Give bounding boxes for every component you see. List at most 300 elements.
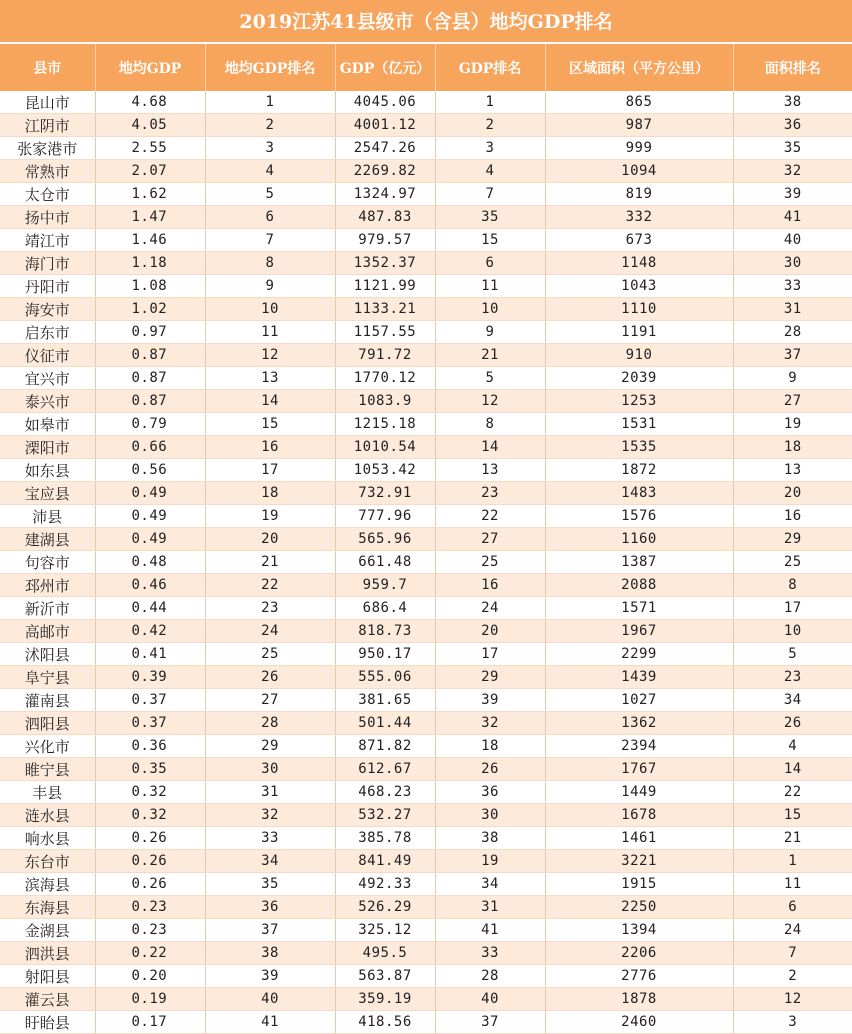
gdp-rank-cell: 5 [435,367,545,390]
gdp-density-rank-cell: 4 [205,160,335,183]
county-name-cell: 盱眙县 [0,1011,95,1034]
area-value-cell: 1571 [545,597,733,620]
gdp-rank-cell: 20 [435,620,545,643]
county-name-cell: 丹阳市 [0,275,95,298]
gdp-density-rank-cell: 14 [205,390,335,413]
gdp-density-cell: 0.97 [95,321,205,344]
gdp-density-cell: 4.05 [95,114,205,137]
table-row [0,574,852,597]
gdp-rank-cell: 7 [435,183,545,206]
gdp-value-cell: 495.5 [335,942,435,965]
area-rank-cell: 4 [733,735,852,758]
table-row [0,597,852,620]
gdp-density-cell: 0.87 [95,390,205,413]
area-rank-cell: 14 [733,758,852,781]
col-header-gdp: GDP（亿元） [335,44,435,91]
table-row [0,735,852,758]
gdp-rank-cell: 26 [435,758,545,781]
table-row [0,528,852,551]
area-rank-cell: 24 [733,919,852,942]
area-rank-cell: 2 [733,965,852,988]
gdp-density-rank-cell: 29 [205,735,335,758]
county-name-cell: 宝应县 [0,482,95,505]
area-value-cell: 1191 [545,321,733,344]
county-name-cell: 泰兴市 [0,390,95,413]
gdp-rank-cell: 9 [435,321,545,344]
table-row [0,367,852,390]
gdp-rank-cell: 16 [435,574,545,597]
county-name-cell: 句容市 [0,551,95,574]
area-rank-cell: 5 [733,643,852,666]
area-value-cell: 1160 [545,528,733,551]
gdp-density-rank-cell: 15 [205,413,335,436]
col-header-area-rank: 面积排名 [733,44,852,91]
area-rank-cell: 1 [733,850,852,873]
table-row [0,183,852,206]
county-name-cell: 兴化市 [0,735,95,758]
table-row [0,850,852,873]
gdp-density-rank-cell: 18 [205,482,335,505]
area-rank-cell: 34 [733,689,852,712]
county-name-cell: 高邮市 [0,620,95,643]
gdp-density-cell: 0.87 [95,367,205,390]
gdp-rank-cell: 34 [435,873,545,896]
area-rank-cell: 15 [733,804,852,827]
table-row [0,551,852,574]
gdp-rank-cell: 1 [435,91,545,114]
area-value-cell: 987 [545,114,733,137]
gdp-density-cell: 0.42 [95,620,205,643]
area-rank-cell: 30 [733,252,852,275]
county-name-cell: 新沂市 [0,597,95,620]
gdp-rank-cell: 27 [435,528,545,551]
gdp-value-cell: 686.4 [335,597,435,620]
gdp-value-cell: 1324.97 [335,183,435,206]
table-row [0,873,852,896]
county-name-cell: 射阳县 [0,965,95,988]
gdp-density-cell: 0.49 [95,528,205,551]
gdp-density-cell: 0.19 [95,988,205,1011]
area-rank-cell: 40 [733,229,852,252]
county-name-cell: 海安市 [0,298,95,321]
gdp-density-cell: 2.55 [95,137,205,160]
area-rank-cell: 3 [733,1011,852,1034]
county-name-cell: 张家港市 [0,137,95,160]
gdp-density-cell: 0.87 [95,344,205,367]
header-row [0,44,852,91]
county-name-cell: 仪征市 [0,344,95,367]
county-name-cell: 溧阳市 [0,436,95,459]
gdp-density-cell: 0.17 [95,1011,205,1034]
gdp-value-cell: 1157.55 [335,321,435,344]
gdp-density-cell: 1.47 [95,206,205,229]
area-value-cell: 1449 [545,781,733,804]
gdp-value-cell: 325.12 [335,919,435,942]
page-title: 2019江苏41县级市（含县）地均GDP排名 [0,0,852,44]
gdp-density-cell: 0.37 [95,712,205,735]
area-value-cell: 2206 [545,942,733,965]
table-row [0,206,852,229]
gdp-value-cell: 1053.42 [335,459,435,482]
gdp-rank-cell: 41 [435,919,545,942]
gdp-density-cell: 0.37 [95,689,205,712]
area-value-cell: 332 [545,206,733,229]
gdp-density-rank-cell: 12 [205,344,335,367]
area-value-cell: 819 [545,183,733,206]
gdp-density-cell: 0.44 [95,597,205,620]
gdp-value-cell: 565.96 [335,528,435,551]
county-name-cell: 启东市 [0,321,95,344]
area-rank-cell: 12 [733,988,852,1011]
county-name-cell: 扬中市 [0,206,95,229]
table-body [0,91,852,1034]
table-row [0,804,852,827]
col-header-gdp-density: 地均GDP [95,44,205,91]
gdp-value-cell: 526.29 [335,896,435,919]
area-value-cell: 3221 [545,850,733,873]
table-row [0,505,852,528]
gdp-value-cell: 4001.12 [335,114,435,137]
county-name-cell: 东海县 [0,896,95,919]
gdp-value-cell: 1215.18 [335,413,435,436]
table-row [0,781,852,804]
gdp-density-cell: 0.32 [95,804,205,827]
gdp-rank-cell: 2 [435,114,545,137]
area-rank-cell: 19 [733,413,852,436]
county-name-cell: 常熟市 [0,160,95,183]
table-row [0,459,852,482]
area-value-cell: 1576 [545,505,733,528]
area-rank-cell: 33 [733,275,852,298]
county-name-cell: 响水县 [0,827,95,850]
area-value-cell: 865 [545,91,733,114]
area-value-cell: 1531 [545,413,733,436]
gdp-value-cell: 2269.82 [335,160,435,183]
ranking-table [0,44,852,1034]
gdp-value-cell: 492.33 [335,873,435,896]
gdp-density-rank-cell: 13 [205,367,335,390]
gdp-density-cell: 2.07 [95,160,205,183]
gdp-value-cell: 563.87 [335,965,435,988]
area-value-cell: 1394 [545,919,733,942]
county-name-cell: 灌云县 [0,988,95,1011]
gdp-density-rank-cell: 28 [205,712,335,735]
gdp-density-rank-cell: 36 [205,896,335,919]
county-name-cell: 如东县 [0,459,95,482]
gdp-density-cell: 4.68 [95,91,205,114]
area-value-cell: 2299 [545,643,733,666]
area-value-cell: 1439 [545,666,733,689]
gdp-density-cell: 0.66 [95,436,205,459]
gdp-density-rank-cell: 20 [205,528,335,551]
county-name-cell: 宜兴市 [0,367,95,390]
gdp-density-rank-cell: 32 [205,804,335,827]
area-value-cell: 673 [545,229,733,252]
area-rank-cell: 7 [733,942,852,965]
table-row [0,390,852,413]
gdp-value-cell: 1010.54 [335,436,435,459]
county-name-cell: 建湖县 [0,528,95,551]
gdp-value-cell: 2547.26 [335,137,435,160]
gdp-density-cell: 0.36 [95,735,205,758]
table-row [0,942,852,965]
table-row [0,919,852,942]
area-rank-cell: 41 [733,206,852,229]
gdp-density-rank-cell: 40 [205,988,335,1011]
area-value-cell: 1967 [545,620,733,643]
gdp-density-rank-cell: 38 [205,942,335,965]
area-value-cell: 2776 [545,965,733,988]
area-value-cell: 2394 [545,735,733,758]
area-value-cell: 999 [545,137,733,160]
gdp-value-cell: 1083.9 [335,390,435,413]
area-rank-cell: 25 [733,551,852,574]
area-rank-cell: 36 [733,114,852,137]
gdp-value-cell: 555.06 [335,666,435,689]
gdp-value-cell: 1770.12 [335,367,435,390]
gdp-rank-cell: 4 [435,160,545,183]
gdp-density-rank-cell: 41 [205,1011,335,1034]
gdp-rank-cell: 11 [435,275,545,298]
county-name-cell: 海门市 [0,252,95,275]
area-rank-cell: 6 [733,896,852,919]
gdp-rank-cell: 23 [435,482,545,505]
gdp-density-cell: 0.79 [95,413,205,436]
gdp-rank-cell: 13 [435,459,545,482]
gdp-density-cell: 0.26 [95,827,205,850]
area-rank-cell: 10 [733,620,852,643]
county-name-cell: 太仓市 [0,183,95,206]
gdp-value-cell: 385.78 [335,827,435,850]
table-row [0,827,852,850]
area-rank-cell: 17 [733,597,852,620]
gdp-rank-cell: 14 [435,436,545,459]
table-row [0,988,852,1011]
gdp-density-rank-cell: 35 [205,873,335,896]
area-value-cell: 1148 [545,252,733,275]
gdp-density-rank-cell: 30 [205,758,335,781]
gdp-density-rank-cell: 3 [205,137,335,160]
gdp-value-cell: 950.17 [335,643,435,666]
gdp-value-cell: 732.91 [335,482,435,505]
gdp-rank-cell: 18 [435,735,545,758]
table-row [0,643,852,666]
county-name-cell: 东台市 [0,850,95,873]
gdp-value-cell: 841.49 [335,850,435,873]
gdp-value-cell: 612.67 [335,758,435,781]
gdp-rank-cell: 15 [435,229,545,252]
gdp-value-cell: 777.96 [335,505,435,528]
table-row [0,344,852,367]
area-rank-cell: 9 [733,367,852,390]
gdp-density-cell: 0.49 [95,505,205,528]
col-header-area: 区域面积（平方公里） [545,44,733,91]
table-row [0,620,852,643]
gdp-density-cell: 1.02 [95,298,205,321]
gdp-density-cell: 0.35 [95,758,205,781]
gdp-density-rank-cell: 22 [205,574,335,597]
county-name-cell: 睢宁县 [0,758,95,781]
table-row [0,160,852,183]
gdp-value-cell: 418.56 [335,1011,435,1034]
area-value-cell: 910 [545,344,733,367]
gdp-value-cell: 501.44 [335,712,435,735]
area-rank-cell: 27 [733,390,852,413]
table-row [0,666,852,689]
gdp-value-cell: 871.82 [335,735,435,758]
gdp-density-cell: 1.62 [95,183,205,206]
area-rank-cell: 22 [733,781,852,804]
area-value-cell: 1362 [545,712,733,735]
area-value-cell: 1678 [545,804,733,827]
gdp-rank-cell: 17 [435,643,545,666]
gdp-value-cell: 791.72 [335,344,435,367]
gdp-density-cell: 0.23 [95,919,205,942]
gdp-density-rank-cell: 37 [205,919,335,942]
gdp-density-rank-cell: 16 [205,436,335,459]
area-value-cell: 1027 [545,689,733,712]
area-rank-cell: 29 [733,528,852,551]
gdp-rank-cell: 12 [435,390,545,413]
table-row [0,91,852,114]
gdp-density-cell: 0.23 [95,896,205,919]
table-row [0,275,852,298]
county-name-cell: 江阴市 [0,114,95,137]
table-row [0,137,852,160]
area-value-cell: 1387 [545,551,733,574]
gdp-density-rank-cell: 31 [205,781,335,804]
gdp-rank-cell: 6 [435,252,545,275]
gdp-value-cell: 1121.99 [335,275,435,298]
table-row [0,689,852,712]
area-rank-cell: 28 [733,321,852,344]
gdp-value-cell: 487.83 [335,206,435,229]
gdp-value-cell: 979.57 [335,229,435,252]
gdp-density-rank-cell: 27 [205,689,335,712]
area-value-cell: 1535 [545,436,733,459]
col-header-county: 县市 [0,44,95,91]
table-row [0,436,852,459]
gdp-density-cell: 1.08 [95,275,205,298]
area-value-cell: 2460 [545,1011,733,1034]
county-name-cell: 沛县 [0,505,95,528]
county-name-cell: 泗洪县 [0,942,95,965]
gdp-rank-cell: 8 [435,413,545,436]
county-name-cell: 泗阳县 [0,712,95,735]
county-name-cell: 涟水县 [0,804,95,827]
table-row [0,896,852,919]
area-value-cell: 1110 [545,298,733,321]
col-header-gdp-density-rank: 地均GDP排名 [205,44,335,91]
gdp-density-cell: 0.26 [95,873,205,896]
area-rank-cell: 38 [733,91,852,114]
gdp-density-rank-cell: 2 [205,114,335,137]
table-row [0,965,852,988]
area-value-cell: 2088 [545,574,733,597]
table-row [0,413,852,436]
area-value-cell: 1043 [545,275,733,298]
area-value-cell: 2039 [545,367,733,390]
area-rank-cell: 21 [733,827,852,850]
gdp-density-rank-cell: 24 [205,620,335,643]
table-header [0,44,852,91]
gdp-density-cell: 0.49 [95,482,205,505]
gdp-rank-cell: 36 [435,781,545,804]
gdp-density-rank-cell: 7 [205,229,335,252]
gdp-rank-cell: 28 [435,965,545,988]
county-name-cell: 沭阳县 [0,643,95,666]
table-row [0,482,852,505]
area-value-cell: 1872 [545,459,733,482]
area-value-cell: 1253 [545,390,733,413]
gdp-rank-cell: 21 [435,344,545,367]
gdp-density-rank-cell: 39 [205,965,335,988]
area-rank-cell: 8 [733,574,852,597]
table-row [0,712,852,735]
table-row [0,114,852,137]
area-rank-cell: 32 [733,160,852,183]
gdp-value-cell: 468.23 [335,781,435,804]
table-row [0,252,852,275]
gdp-rank-cell: 38 [435,827,545,850]
gdp-density-rank-cell: 19 [205,505,335,528]
area-value-cell: 1094 [545,160,733,183]
gdp-density-rank-cell: 5 [205,183,335,206]
gdp-density-cell: 0.26 [95,850,205,873]
county-name-cell: 灌南县 [0,689,95,712]
gdp-value-cell: 4045.06 [335,91,435,114]
gdp-density-cell: 0.46 [95,574,205,597]
gdp-density-rank-cell: 23 [205,597,335,620]
county-name-cell: 滨海县 [0,873,95,896]
table-row [0,321,852,344]
county-name-cell: 靖江市 [0,229,95,252]
table-row [0,1011,852,1034]
gdp-density-cell: 0.56 [95,459,205,482]
area-value-cell: 1915 [545,873,733,896]
gdp-value-cell: 381.65 [335,689,435,712]
gdp-value-cell: 818.73 [335,620,435,643]
area-value-cell: 1461 [545,827,733,850]
col-header-gdp-rank: GDP排名 [435,44,545,91]
area-rank-cell: 23 [733,666,852,689]
gdp-rank-cell: 33 [435,942,545,965]
county-name-cell: 昆山市 [0,91,95,114]
gdp-rank-cell: 29 [435,666,545,689]
county-name-cell: 如皋市 [0,413,95,436]
area-rank-cell: 31 [733,298,852,321]
gdp-density-rank-cell: 10 [205,298,335,321]
gdp-density-rank-cell: 21 [205,551,335,574]
area-value-cell: 1878 [545,988,733,1011]
gdp-density-rank-cell: 34 [205,850,335,873]
gdp-value-cell: 661.48 [335,551,435,574]
area-value-cell: 1483 [545,482,733,505]
area-rank-cell: 37 [733,344,852,367]
gdp-rank-cell: 10 [435,298,545,321]
area-rank-cell: 26 [733,712,852,735]
gdp-density-rank-cell: 9 [205,275,335,298]
area-value-cell: 2250 [545,896,733,919]
gdp-density-cell: 1.46 [95,229,205,252]
gdp-value-cell: 359.19 [335,988,435,1011]
gdp-rank-cell: 37 [435,1011,545,1034]
table-row [0,758,852,781]
gdp-density-cell: 0.22 [95,942,205,965]
gdp-rank-cell: 31 [435,896,545,919]
gdp-density-rank-cell: 6 [205,206,335,229]
gdp-density-cell: 0.41 [95,643,205,666]
